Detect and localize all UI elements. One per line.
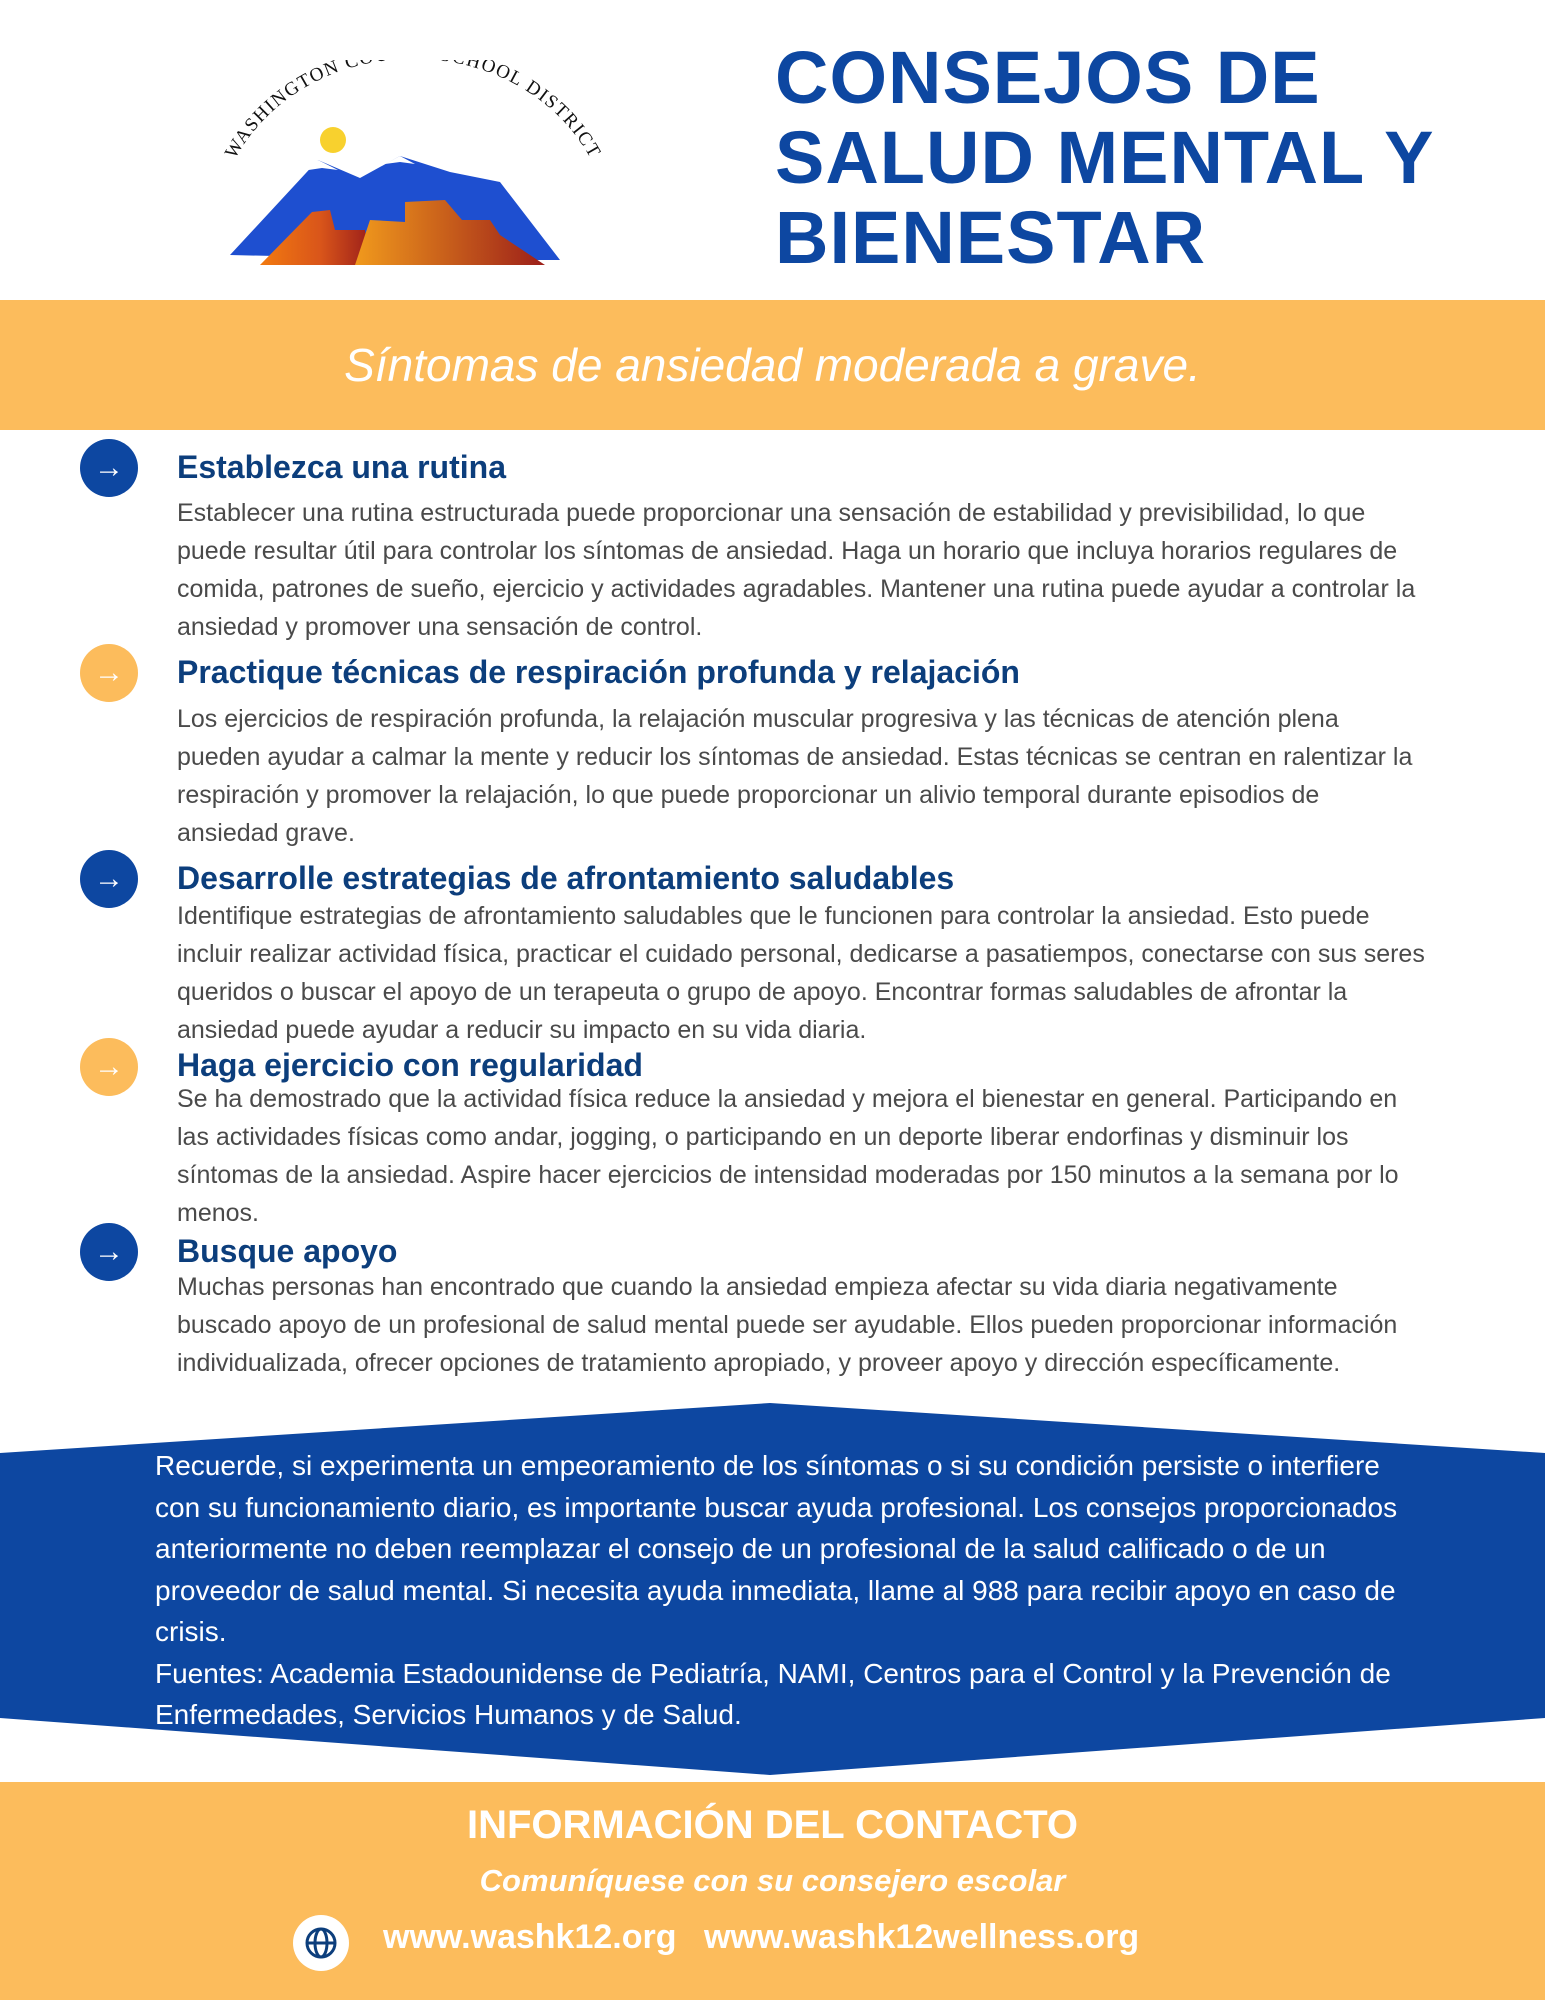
arrow-right-icon: →: [80, 850, 138, 908]
arrow-right-icon: →: [80, 1038, 138, 1096]
tip-body: Muchas personas han encontrado que cuando la ansiedad empieza afectar su vida diaria negativamente buscado apoyo de un profesional de salud mental puede ser ayudable. Ellos pueden proporcionar información individualizada, ofrecer opciones de tratamiento apropiado, y proveer apoyo y dirección específicamente.: [177, 1273, 1398, 1377]
website-link[interactable]: www.washk12.org: [383, 1918, 677, 1956]
page-subtitle: Síntomas de ansiedad moderada a grave.: [344, 339, 1201, 391]
notice-text: [155, 1445, 1405, 1736]
tip-title: Haga ejercicio con regularidad: [177, 1047, 643, 1083]
globe-icon: [293, 1915, 349, 1971]
logo-arc-text: WASHINGTON C HOOL DISTRICT: [221, 60, 605, 163]
wellness-website-link[interactable]: www.washk12wellness.org: [703, 1918, 1140, 1956]
tip-body: Se ha demostrado que la actividad física reduce la ansiedad y mejora el bienestar en general. Participando en las actividades físicas como andar, jogging, o participando en un deporte liberar endorfinas y disminuir los síntomas de la ansiedad. Aspire hacer ejercicios de intensidad moderadas por 150 minutos a la semana por lo menos.: [177, 1085, 1399, 1227]
tip-body: Establecer una rutina estructurada puede proporcionar una sensación de estabilidad y previsibilidad, lo que puede resultar útil para controlar los síntomas de ansiedad. Haga un horario que incluya horarios regulares de comida, patrones de sueño, ejercicio y actividades agradables. Mantener una rutina puede ayudar a controlar la ansiedad y promover una sensación de control.: [177, 499, 1416, 641]
tip-title: Establezca una rutina: [177, 449, 506, 485]
tip-body: Los ejercicios de respiración profunda, la relajación muscular progresiva y las técnicas de atención plena pueden ayudar a calmar la mente y reducir los síntomas de ansiedad. Estas técnicas se centran en ralentizar la respiración y promover la relajación, lo que puede proporcionar un alivio temporal durante episodios de ansiedad grave.: [177, 705, 1413, 847]
notice-message: Recuerde, si experimenta un empeoramiento de los síntomas o si su condición persiste o interfiere con su funcionamiento diario, es importante buscar ayuda profesional. Los consejos proporcionados anteriormente no deben reemplazar el consejo de un profesional de la salud calificado o de un proveedor de salud mental. Si necesita ayuda inmediata, llame al 988 para recibir apoyo en caso de crisis.: [155, 1450, 1398, 1647]
tip-body: Identifique estrategias de afrontamiento saludables que le funcionen para controlar la ansiedad. Esto puede incluir realizar actividad física, practicar el cuidado personal, dedicarse a pasatiempos, conectarse con sus seres queridos o buscar el apoyo de un terapeuta o grupo de apoyo. Encontrar formas saludables de afrontar la ansiedad puede ayudar a reducir su impacto en su vida diaria.: [177, 902, 1425, 1044]
contact-subtitle: Comuníquese con su consejero escolar: [479, 1863, 1066, 1898]
arrow-right-icon: →: [80, 644, 138, 702]
contact-title: INFORMACIÓN DEL CONTACTO: [466, 1803, 1079, 1847]
arrow-right-icon: →: [80, 1223, 138, 1281]
tip-title: Practique técnicas de respiración profunda y relajación: [177, 654, 1020, 690]
notice-sources: Fuentes: Academia Estadounidense de Pediatría, NAMI, Centros para el Control y la Prevención de Enfermedades, Servicios Humanos y de Salud.: [155, 1657, 1391, 1730]
tip-title: Desarrolle estrategias de afrontamiento saludables: [177, 860, 955, 896]
district-logo: [200, 60, 640, 280]
sun-icon: [320, 127, 346, 153]
contact-links: [383, 1918, 1157, 1957]
tip-title: Busque apoyo: [177, 1233, 398, 1269]
arrow-right-icon: →: [80, 439, 138, 497]
page-title: CONSEJOS DE SALUD MENTAL Y BIENESTAR: [775, 36, 1434, 279]
